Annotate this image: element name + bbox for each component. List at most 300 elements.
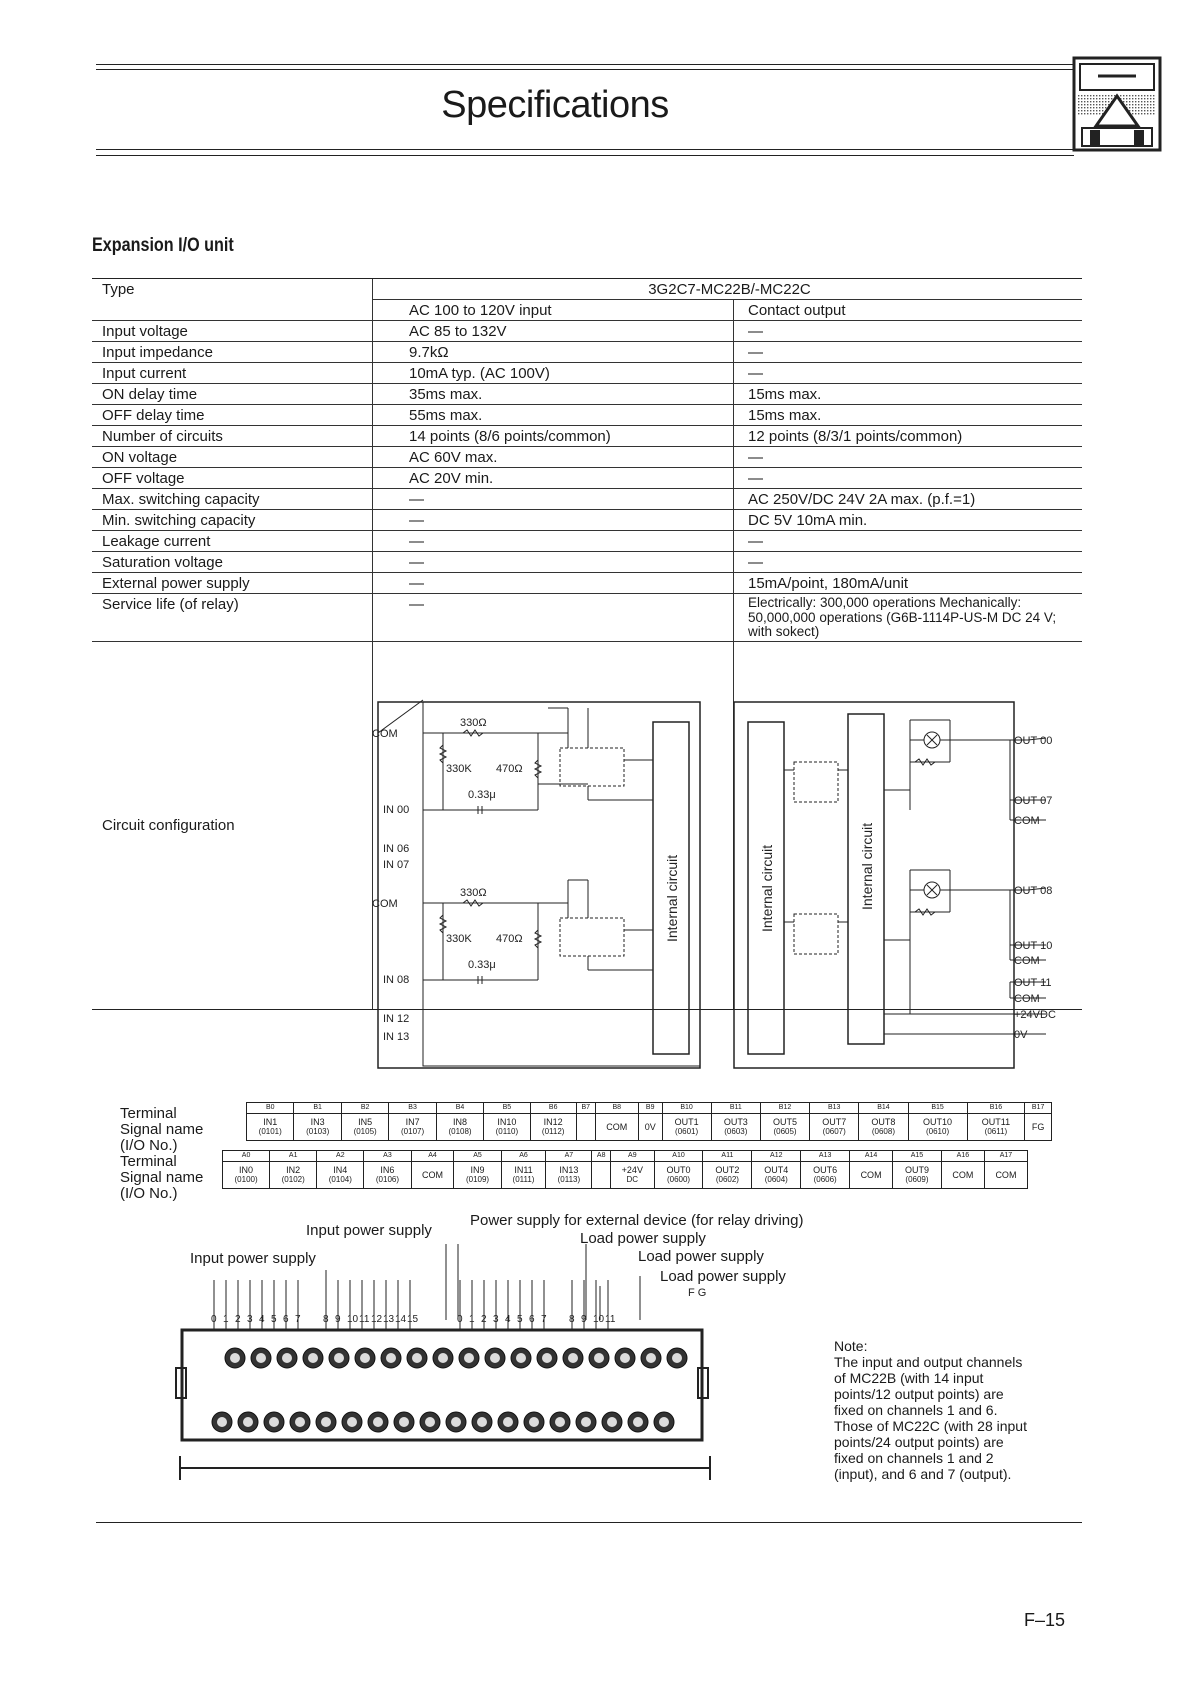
spec-input-cell: AC 85 to 132V bbox=[373, 321, 734, 342]
terminal-id: A8 bbox=[592, 1151, 611, 1162]
terminal-screw-head-icon bbox=[438, 1353, 448, 1363]
terminal-screw-head-icon bbox=[490, 1353, 500, 1363]
channel-number: 1 bbox=[469, 1314, 475, 1325]
io-label-a: (I/O No.) bbox=[120, 1185, 178, 1202]
v24-label: +24VDC bbox=[1014, 1009, 1056, 1021]
page-title: Specifications bbox=[441, 84, 669, 126]
terminal-id: B9 bbox=[638, 1103, 662, 1114]
input-power-supply-label-1: Input power supply bbox=[306, 1222, 432, 1239]
spec-row bbox=[92, 510, 1082, 531]
terminal-screw-head-icon bbox=[659, 1417, 669, 1427]
signal-io: DC bbox=[626, 1175, 639, 1184]
terminal-signal bbox=[341, 1114, 388, 1141]
spec-label-cell: Max. switching capacity bbox=[92, 489, 373, 510]
header-rule-top-2 bbox=[96, 69, 1074, 70]
terminal-signal bbox=[247, 1114, 294, 1141]
signal-io: (0104) bbox=[328, 1175, 352, 1184]
terminal-signal bbox=[270, 1162, 317, 1189]
signal-io: (0602) bbox=[715, 1175, 739, 1184]
terminal-signal bbox=[752, 1162, 801, 1189]
spec-input-cell: 35ms max. bbox=[373, 384, 734, 405]
out10-label: OUT 10 bbox=[1014, 940, 1053, 952]
page-number: F–15 bbox=[1024, 1610, 1066, 1630]
terminal-screw-head-icon bbox=[672, 1353, 682, 1363]
spec-row bbox=[92, 384, 1082, 405]
output-internal-circuit-label-1: Internal circuit bbox=[759, 844, 775, 932]
spec-input-cell: — bbox=[373, 594, 734, 642]
load-power-supply-label-1: Load power supply bbox=[580, 1230, 706, 1247]
out08-label: OUT 08 bbox=[1014, 885, 1053, 897]
channel-number: 4 bbox=[505, 1314, 511, 1325]
output-internal-circuit-label-2: Internal circuit bbox=[859, 822, 875, 910]
terminal-id: B14 bbox=[859, 1103, 908, 1114]
terminal-screw-head-icon bbox=[620, 1353, 630, 1363]
spec-output-cell: — bbox=[734, 321, 1083, 342]
io-label-b: (I/O No.) bbox=[120, 1137, 178, 1154]
signal-io: (0608) bbox=[871, 1127, 895, 1136]
signal-io: (0105) bbox=[353, 1127, 377, 1136]
r330-label-1: 330Ω bbox=[460, 717, 487, 729]
terminal-screw-head-icon bbox=[282, 1353, 292, 1363]
terminal-signal bbox=[760, 1114, 809, 1141]
signal-name: OUT8 bbox=[871, 1117, 896, 1127]
signal-name: OUT7 bbox=[822, 1117, 847, 1127]
terminal-id: A6 bbox=[501, 1151, 546, 1162]
spec-output-cell: AC 250V/DC 24V 2A max. (p.f.=1) bbox=[734, 489, 1083, 510]
terminal-screw-head-icon bbox=[581, 1417, 591, 1427]
spec-row bbox=[92, 426, 1082, 447]
spec-label-cell: Input voltage bbox=[92, 321, 373, 342]
terminal-screw-head-icon bbox=[360, 1353, 370, 1363]
terminal-id: A5 bbox=[454, 1151, 501, 1162]
spec-label-cell: ON voltage bbox=[92, 447, 373, 468]
terminal-screw-head-icon bbox=[542, 1353, 552, 1363]
spec-output-cell: — bbox=[734, 342, 1083, 363]
in00-label: IN 00 bbox=[383, 804, 410, 816]
spec-input-cell: — bbox=[373, 510, 734, 531]
signal-name: COM bbox=[952, 1170, 974, 1180]
channel-number: 1 bbox=[223, 1314, 229, 1325]
spec-label-cell: Saturation voltage bbox=[92, 552, 373, 573]
signal-name: IN4 bbox=[333, 1165, 348, 1175]
terminal-signal bbox=[638, 1114, 662, 1141]
terminal-signal bbox=[317, 1162, 364, 1189]
terminal-id: B7 bbox=[576, 1103, 595, 1114]
terminal-screw-head-icon bbox=[529, 1417, 539, 1427]
terminal-screw-head-icon bbox=[399, 1417, 409, 1427]
terminal-signal bbox=[1025, 1114, 1052, 1141]
terminal-screw-head-icon bbox=[568, 1353, 578, 1363]
terminal-id: A16 bbox=[941, 1151, 984, 1162]
signal-name: IN6 bbox=[380, 1165, 395, 1175]
signal-name: COM bbox=[860, 1170, 882, 1180]
terminal-signal bbox=[810, 1114, 859, 1141]
header-rule-bottom-2 bbox=[96, 155, 1074, 156]
channel-number: 6 bbox=[529, 1314, 535, 1325]
header-rule-bottom bbox=[96, 149, 1074, 150]
signal-name: 0V bbox=[644, 1122, 656, 1132]
signal-io: (0610) bbox=[925, 1127, 950, 1136]
terminal-signal bbox=[654, 1162, 703, 1189]
channel-number: 11 bbox=[605, 1314, 616, 1325]
out07-label: OUT 07 bbox=[1014, 795, 1053, 807]
spec-input-cell: 55ms max. bbox=[373, 405, 734, 426]
spec-label-cell: OFF voltage bbox=[92, 468, 373, 489]
r470-label-1: 470Ω bbox=[496, 763, 523, 775]
signal-name: IN8 bbox=[453, 1117, 468, 1127]
channel-number: 9 bbox=[335, 1314, 341, 1325]
signal-io: (0107) bbox=[401, 1127, 425, 1136]
channel-number: 12 bbox=[371, 1314, 383, 1325]
spec-output-cell: — bbox=[734, 468, 1083, 489]
terminal-signal bbox=[859, 1114, 908, 1141]
channel-number: 7 bbox=[541, 1314, 547, 1325]
terminal-signal bbox=[967, 1114, 1025, 1141]
channel-number: 2 bbox=[235, 1314, 241, 1325]
spec-input-cell: — bbox=[373, 573, 734, 594]
signal-name: OUT9 bbox=[904, 1165, 929, 1175]
terminal-id: B13 bbox=[810, 1103, 859, 1114]
in08-label: IN 08 bbox=[383, 974, 410, 986]
r470-label-2: 470Ω bbox=[496, 933, 523, 945]
terminal-screw-head-icon bbox=[503, 1417, 513, 1427]
signal-io: (0106) bbox=[375, 1175, 399, 1184]
output-column-header: Contact output bbox=[734, 300, 1083, 321]
terminal-signal bbox=[662, 1114, 711, 1141]
terminal-screw-head-icon bbox=[217, 1417, 227, 1427]
spec-row bbox=[92, 321, 1082, 342]
terminal-row-a bbox=[222, 1150, 1028, 1189]
signal-name: FG bbox=[1031, 1122, 1045, 1132]
terminal-screw-head-icon bbox=[347, 1417, 357, 1427]
signal-name: IN3 bbox=[310, 1117, 325, 1127]
terminal-screw-head-icon bbox=[555, 1417, 565, 1427]
note-block bbox=[834, 1338, 1034, 1482]
channel-number: 10 bbox=[593, 1314, 605, 1325]
com-label-1: COM bbox=[372, 728, 398, 740]
terminal-id: A12 bbox=[752, 1151, 801, 1162]
terminal-screw-head-icon bbox=[373, 1417, 383, 1427]
signal-io: (0103) bbox=[306, 1127, 330, 1136]
spec-output-cell: 12 points (8/3/1 points/common) bbox=[734, 426, 1083, 447]
signal-io: (0112) bbox=[541, 1127, 565, 1136]
terminal-signal bbox=[611, 1162, 655, 1189]
spec-row bbox=[92, 405, 1082, 426]
channel-number: 14 bbox=[395, 1314, 407, 1325]
cap-label-2: 0.33μ bbox=[468, 959, 496, 971]
channel-number: 2 bbox=[481, 1314, 487, 1325]
channel-number: 8 bbox=[569, 1314, 575, 1325]
out11-label: OUT 11 bbox=[1014, 977, 1052, 989]
spec-output-cell: — bbox=[734, 363, 1083, 384]
terminal-screw-head-icon bbox=[516, 1353, 526, 1363]
terminal-id: A17 bbox=[984, 1151, 1027, 1162]
channel-number: 9 bbox=[581, 1314, 587, 1325]
terminal-id: A11 bbox=[703, 1151, 752, 1162]
terminal-screw-head-icon bbox=[451, 1417, 461, 1427]
terminal-screw-head-icon bbox=[594, 1353, 604, 1363]
channel-number: 7 bbox=[295, 1314, 301, 1325]
type-label: Type bbox=[92, 279, 373, 321]
spec-output-cell: DC 5V 10mA min. bbox=[734, 510, 1083, 531]
r330k-label-2: 330K bbox=[446, 933, 472, 945]
signal-name: IN10 bbox=[497, 1117, 517, 1127]
spec-input-cell: AC 60V max. bbox=[373, 447, 734, 468]
signal-io: (0604) bbox=[764, 1175, 788, 1184]
terminal-id: A13 bbox=[801, 1151, 850, 1162]
signal-label-b: Signal name bbox=[120, 1121, 204, 1138]
signal-name: OUT11 bbox=[981, 1117, 1011, 1127]
spec-row bbox=[92, 468, 1082, 489]
spec-row bbox=[92, 489, 1082, 510]
terminal-id: B0 bbox=[247, 1103, 294, 1114]
channel-number: 3 bbox=[247, 1314, 253, 1325]
signal-io: (0113) bbox=[557, 1175, 581, 1184]
signal-label-a: Signal name bbox=[120, 1169, 204, 1186]
terminal-id: B12 bbox=[760, 1103, 809, 1114]
terminal-id: B6 bbox=[530, 1103, 576, 1114]
signal-name: OUT1 bbox=[674, 1117, 699, 1127]
spec-label-cell: Input impedance bbox=[92, 342, 373, 363]
channel-number: 11 bbox=[359, 1314, 370, 1325]
terminal-screw-head-icon bbox=[269, 1417, 279, 1427]
terminal-id: B16 bbox=[967, 1103, 1025, 1114]
terminal-screw-head-icon bbox=[308, 1353, 318, 1363]
spec-label-cell: Service life (of relay) bbox=[92, 594, 373, 642]
terminal-id: B2 bbox=[341, 1103, 388, 1114]
section-heading: Expansion I/O unit bbox=[92, 235, 234, 256]
input-internal-circuit-label: Internal circuit bbox=[664, 854, 680, 942]
spec-row bbox=[92, 594, 1082, 642]
terminal-id: B8 bbox=[595, 1103, 638, 1114]
spec-row bbox=[92, 552, 1082, 573]
signal-name: OUT10 bbox=[923, 1117, 953, 1127]
spec-input-cell: 9.7kΩ bbox=[373, 342, 734, 363]
signal-name: IN5 bbox=[358, 1117, 373, 1127]
channel-number: 13 bbox=[383, 1314, 395, 1325]
terminal-block-wiring-diagram bbox=[170, 1220, 770, 1520]
terminal-screw-head-icon bbox=[321, 1417, 331, 1427]
spec-input-cell: 14 points (8/6 points/common) bbox=[373, 426, 734, 447]
signal-name: IN2 bbox=[286, 1165, 301, 1175]
channel-number: 8 bbox=[323, 1314, 329, 1325]
terminal-id: A4 bbox=[411, 1151, 454, 1162]
terminal-screw-head-icon bbox=[425, 1417, 435, 1427]
terminal-id: B11 bbox=[711, 1103, 760, 1114]
terminal-signal bbox=[223, 1162, 270, 1189]
terminal-id: B17 bbox=[1025, 1103, 1052, 1114]
terminal-id: B4 bbox=[436, 1103, 483, 1114]
signal-io: (0601) bbox=[675, 1127, 699, 1136]
signal-name: +24V bbox=[621, 1165, 643, 1175]
signal-io: (0607) bbox=[822, 1127, 846, 1136]
in13-label: IN 13 bbox=[383, 1031, 410, 1043]
terminal-signal bbox=[941, 1162, 984, 1189]
terminal-signal bbox=[454, 1162, 501, 1189]
terminal-screw-head-icon bbox=[334, 1353, 344, 1363]
signal-io: (0109) bbox=[465, 1175, 490, 1184]
terminal-signal bbox=[389, 1114, 436, 1141]
fg-label: F G bbox=[688, 1287, 707, 1299]
terminal-screw-head-icon bbox=[295, 1417, 305, 1427]
out-com-label-3: COM bbox=[1014, 993, 1040, 1005]
signal-name: OUT0 bbox=[666, 1165, 691, 1175]
terminal-screw-head-icon bbox=[633, 1417, 643, 1427]
channel-number: 0 bbox=[211, 1314, 217, 1325]
terminal-signal bbox=[592, 1162, 611, 1189]
terminal-screw-head-icon bbox=[243, 1417, 253, 1427]
terminal-screw-head-icon bbox=[607, 1417, 617, 1427]
signal-name: OUT6 bbox=[813, 1165, 838, 1175]
terminal-signal bbox=[484, 1114, 530, 1141]
signal-io: (0111) bbox=[512, 1175, 535, 1184]
channel-number: 4 bbox=[259, 1314, 265, 1325]
terminal-signal bbox=[364, 1162, 411, 1189]
terminal-signal bbox=[711, 1114, 760, 1141]
terminal-id: A1 bbox=[270, 1151, 317, 1162]
terminal-id: A14 bbox=[850, 1151, 893, 1162]
signal-name: OUT4 bbox=[764, 1165, 789, 1175]
spec-input-cell: — bbox=[373, 489, 734, 510]
terminal-signal bbox=[576, 1114, 595, 1141]
terminal-label-b: Terminal bbox=[120, 1105, 177, 1122]
out-com-label-1: COM bbox=[1014, 815, 1040, 827]
terminal-row-b bbox=[246, 1102, 1052, 1141]
r330k-label-1: 330K bbox=[446, 763, 472, 775]
out-com-label-2: COM bbox=[1014, 955, 1040, 967]
signal-name: IN9 bbox=[470, 1165, 485, 1175]
spec-output-cell: 15ms max. bbox=[734, 405, 1083, 426]
signal-io: (0108) bbox=[448, 1127, 472, 1136]
terminal-id: A0 bbox=[223, 1151, 270, 1162]
spec-label-cell: External power supply bbox=[92, 573, 373, 594]
spec-output-cell: — bbox=[734, 552, 1083, 573]
channel-number: 15 bbox=[407, 1314, 419, 1325]
terminal-screw-head-icon bbox=[412, 1353, 422, 1363]
spec-row bbox=[92, 342, 1082, 363]
spec-input-cell: — bbox=[373, 552, 734, 573]
terminal-signal bbox=[530, 1114, 576, 1141]
r330-label-2: 330Ω bbox=[460, 887, 487, 899]
terminal-id: B3 bbox=[389, 1103, 436, 1114]
spec-row bbox=[92, 531, 1082, 552]
model-number: 3G2C7-MC22B/-MC22C bbox=[373, 279, 1083, 300]
signal-io: (0606) bbox=[813, 1175, 837, 1184]
spec-output-cell: — bbox=[734, 531, 1083, 552]
terminal-screw-head-icon bbox=[646, 1353, 656, 1363]
spec-input-cell: — bbox=[373, 531, 734, 552]
terminal-signal bbox=[908, 1114, 967, 1141]
terminal-screw-head-icon bbox=[256, 1353, 266, 1363]
spec-row bbox=[92, 573, 1082, 594]
spec-input-cell: AC 20V min. bbox=[373, 468, 734, 489]
channel-number: 5 bbox=[517, 1314, 523, 1325]
terminal-id: B15 bbox=[908, 1103, 967, 1114]
note-heading: Note: bbox=[834, 1338, 868, 1354]
signal-name: IN11 bbox=[514, 1165, 533, 1175]
terminal-screw-head-icon bbox=[464, 1353, 474, 1363]
note-text: The input and output channels of MC22B (with 14 input points/12 output points) are fixed on channels 1 and 6. Those of MC22C (with 28 input points/24 output points) are fixed on channels 1 and 2 (input), and 6 and 7 (output). bbox=[834, 1354, 1027, 1482]
terminal-signal bbox=[703, 1162, 752, 1189]
signal-name: OUT5 bbox=[773, 1117, 798, 1127]
terminal-signal bbox=[294, 1114, 341, 1141]
channel-number: 5 bbox=[271, 1314, 277, 1325]
signal-io: (0100) bbox=[234, 1175, 258, 1184]
terminal-signal bbox=[984, 1162, 1027, 1189]
spec-label-cell: ON delay time bbox=[92, 384, 373, 405]
terminal-id: A7 bbox=[546, 1151, 592, 1162]
in07-label: IN 07 bbox=[383, 859, 410, 871]
load-power-supply-label-3: Load power supply bbox=[660, 1268, 786, 1285]
terminal-id: A2 bbox=[317, 1151, 364, 1162]
header-rule-top bbox=[96, 64, 1074, 65]
signal-io: (0102) bbox=[281, 1175, 305, 1184]
in12-label: IN 12 bbox=[383, 1013, 410, 1025]
spec-label-cell: OFF delay time bbox=[92, 405, 373, 426]
channel-number: 6 bbox=[283, 1314, 289, 1325]
signal-io: (0110) bbox=[495, 1127, 519, 1136]
spec-output-cell: Electrically: 300,000 operations Mechanically: 50,000,000 operations (G6B-1114P-US-M DC 24 V; with sokect) bbox=[734, 594, 1083, 642]
signal-name: IN7 bbox=[405, 1117, 420, 1127]
channel-number: 10 bbox=[347, 1314, 359, 1325]
signal-name: IN13 bbox=[559, 1165, 579, 1175]
channel-number: 3 bbox=[493, 1314, 499, 1325]
terminal-id: B10 bbox=[662, 1103, 711, 1114]
channel-number: 0 bbox=[457, 1314, 463, 1325]
terminal-signal bbox=[893, 1162, 942, 1189]
signal-name: COM bbox=[421, 1170, 443, 1180]
signal-name: IN1 bbox=[263, 1117, 278, 1127]
footer-rule bbox=[96, 1522, 1082, 1523]
terminal-id: B5 bbox=[484, 1103, 530, 1114]
signal-name: COM bbox=[995, 1170, 1017, 1180]
terminal-signal bbox=[436, 1114, 483, 1141]
signal-io: (0609) bbox=[905, 1175, 929, 1184]
terminal-signal bbox=[411, 1162, 454, 1189]
terminal-id: A9 bbox=[611, 1151, 655, 1162]
spec-row bbox=[92, 363, 1082, 384]
signal-name: COM bbox=[606, 1122, 628, 1132]
section-logo-icon bbox=[1072, 56, 1164, 154]
signal-name: IN0 bbox=[239, 1165, 254, 1175]
in06-label: IN 06 bbox=[383, 843, 410, 855]
terminal-signal bbox=[595, 1114, 638, 1141]
circuit-config-label: Circuit configuration bbox=[92, 641, 373, 1009]
terminal-id: A10 bbox=[654, 1151, 703, 1162]
v0-label: 0V bbox=[1014, 1029, 1028, 1041]
terminal-signal bbox=[850, 1162, 893, 1189]
signal-name: OUT2 bbox=[715, 1165, 740, 1175]
spec-label-cell: Number of circuits bbox=[92, 426, 373, 447]
input-column-header: AC 100 to 120V input bbox=[373, 300, 734, 321]
signal-io: (0611) bbox=[984, 1127, 1008, 1136]
spec-label-cell: Leakage current bbox=[92, 531, 373, 552]
input-power-supply-label-2: Input power supply bbox=[190, 1250, 316, 1267]
external-power-supply-label: Power supply for external device (for relay driving) bbox=[470, 1212, 804, 1229]
signal-name: IN12 bbox=[543, 1117, 563, 1127]
spec-label-cell: Input current bbox=[92, 363, 373, 384]
signal-io: (0603) bbox=[724, 1127, 748, 1136]
spec-output-cell: 15mA/point, 180mA/unit bbox=[734, 573, 1083, 594]
cap-label-1: 0.33μ bbox=[468, 789, 496, 801]
out00-label: OUT 00 bbox=[1014, 735, 1053, 747]
terminal-screw-head-icon bbox=[230, 1353, 240, 1363]
terminal-signal bbox=[546, 1162, 592, 1189]
terminal-screw-head-icon bbox=[477, 1417, 487, 1427]
terminal-id: B1 bbox=[294, 1103, 341, 1114]
terminal-screw-head-icon bbox=[386, 1353, 396, 1363]
signal-io: (0600) bbox=[666, 1175, 691, 1184]
